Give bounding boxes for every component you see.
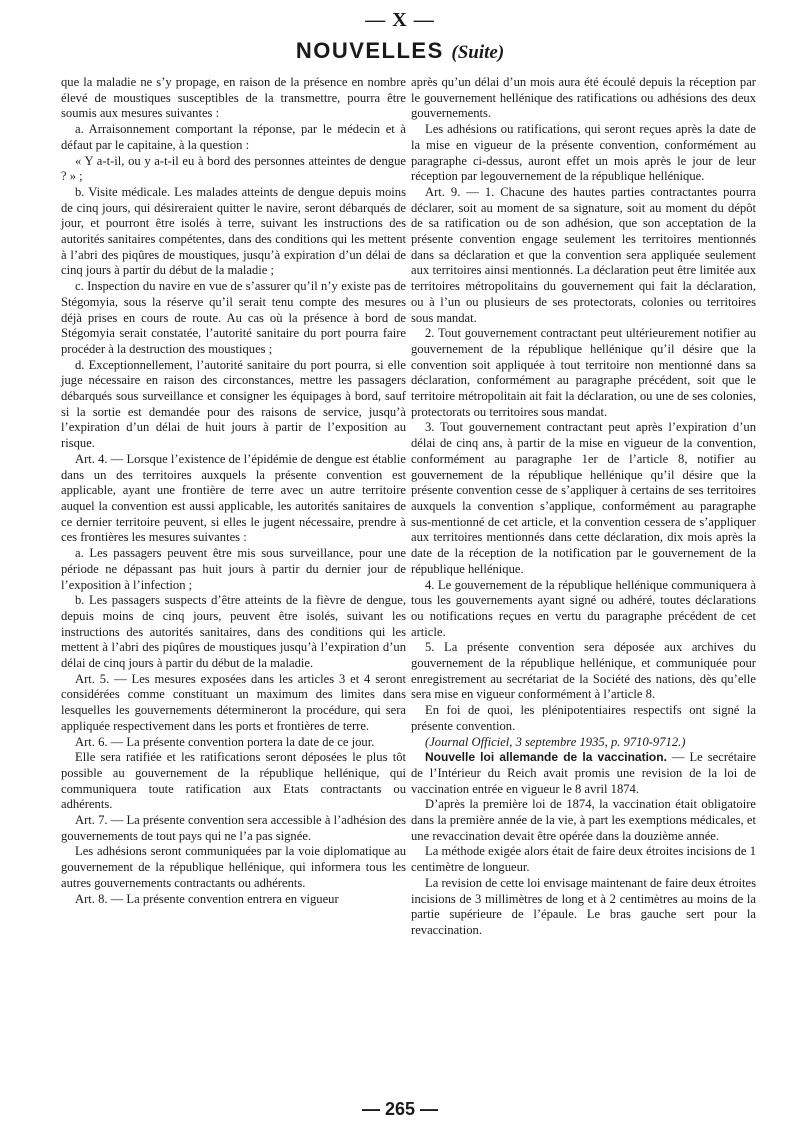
paragraph: La revision de cette loi envisage maintenant de faire deux étroites incisions de 3 millimètres de long et à 2 centimètres au moins de la partie supérieure de l’épaule. Le bras gauche sert pour la revaccination. [411,875,756,937]
roman-page-marker: — X — [365,9,435,31]
paragraph: Les adhésions ou ratifications, qui seront reçues après la date de la mise en vigueur de la présente convention, conformément au paragraphe ci-dessus, auront effet un mois après le jour de leur réception par legouvernement de la république hellénique. [411,122,756,184]
paragraph: a. Les passagers peuvent être mis sous surveillance, pour une période ne dépassant pas huit jours à partir du dernier jour de l’exposition à l’infection ; [61,546,406,592]
news-item [411,750,756,797]
news-heading: Nouvelle loi allemande de la vaccination. [425,750,667,765]
paragraph: Elle sera ratifiée et les ratifications seront déposées le plus tôt possible au gouvernement de la république hellénique, qui communiquera toute ratification aux Etats contractants ou adhérents. [61,750,406,812]
paragraph: a. Arraisonnement comportant la réponse, par le médecin et à défaut par le capitaine, à la question : [61,122,406,152]
section-subtitle: (Suite) [451,42,505,63]
paragraph: Les adhésions seront communiquées par la voie diplomatique au gouvernement de la république hellénique, qui informera tous les autres gouvernements contractants ou adhérents. [61,844,406,890]
paragraph: 4. Le gouvernement de la république hellénique communiquera à tous les gouvernements ayant signé ou adhéré, toutes déclarations ou notifications reçues en vertu du paragraphe précédent de cet article. [411,577,756,639]
paragraph: après qu’un délai d’un mois aura été écoulé depuis la réception par le gouvernement hellénique des ratifications ou adhésions des deux gouvernements. [411,75,756,121]
paragraph: 3. Tout gouvernement contractant peut après l’expiration d’un délai de cinq ans, à partir de la mise en vigueur de la convention, conformément au paragraphe 1er de l’article 8, notifier au gouvernement de la république hellénique qu’il désire que la présente convention cesse de s’appliquer à certains de ses territoires auxquels la convention s’applique, conformément au paragraphe sus-mentionné de cet article, et la convention cessera de s’appliquer aux territoires mentionnés dans cette déclaration, dix mois après la date de la réception de la notification par le gouvernement de la république hellénique. [411,420,756,576]
paragraph: 5. La présente convention sera déposée aux archives du gouvernement de la république hellénique, et communiquée pour enregistrement au secrétariat de la Société des nations, dès qu’elle sera mise en vigueur conformément à l’article 8. [411,640,756,702]
section-header [0,38,800,64]
paragraph: Art. 6. — La présente convention portera la date de ce jour. [75,734,375,749]
section-title: NOUVELLES [295,38,444,63]
page-number: — 265 — [361,1099,439,1119]
paragraph: Art. 8. — La présente convention entrera en vigueur [75,891,339,906]
news-body: — Le secrétaire de l’Intérieur du Reich avait promis une revision de la loi de vaccination entrée en vigueur le 8 avril 1874. [411,750,756,796]
paragraph: « Y a-t-il, ou y a-t-il eu à bord des personnes atteintes de dengue ? » ; [61,153,406,184]
paragraph: c. Inspection du navire en vue de s’assurer qu’il n’y existe pas de Stégomyia, sous la réserve qu’il serait tenu compte des mesures déjà prises en cours de route. Au cas où la présence à bord de Stégomyia serait constatée, l’autorité sanitaire du port pourra faire procéder à la destruction des moustiques ; [61,279,406,356]
paragraph: que la maladie ne s’y propage, en raison de la présence en nombre élevé de moustiques susceptibles de la transmettre, pourra être soumis aux mesures suivantes : [61,75,406,121]
right-column [411,75,756,939]
citation: (Journal Officiel, 3 septembre 1935, p. 9710-9712.) [425,734,686,749]
paragraph: Art. 7. — La présente convention sera accessible à l’adhésion des gouvernements de tout pays qui ne l’a pas signée. [61,813,406,843]
paragraph: En foi de quoi, les plénipotentiaires respectifs ont signé la présente convention. [411,703,756,733]
paragraph: D’après la première loi de 1874, la vaccination était obligatoire dans la première année de la vie, à part les exemptions médicales, et une revaccination devait être opérée dans la douzième année. [411,797,756,843]
paragraph: La méthode exigée alors était de faire deux étroites incisions de 1 centimètre de longueur. [411,844,756,875]
left-column [61,75,406,907]
paragraph: Art. 9. — 1. Chacune des hautes parties contractantes pourra déclarer, soit au moment de sa signature, soit au moment du dépôt de sa ratification ou de son adhésion, que son acceptation de la présente convention engage seulement les territoires mentionnés dans sa déclaration et que la convention sera appliquée seulement aux territoires ainsi mentionnés. La déclaration peut être limitée aux territoires métropolitains du gouvernement qui fait la déclaration, ou à l’un ou plusieurs de ses protectorats, colonies ou territoires sous mandat. [411,184,756,325]
paragraph: 2. Tout gouvernement contractant peut ultérieurement notifier au gouvernement de la république hellénique qu’il désire que la convention soit appliquée à tout territoire non mentionné dans sa déclaration, conformément au paragraphe précédent, soit que le territoire métropolitain ait fait la déclaration, ou une de ses colonies, protectorats ou territoires sous mandat. [411,326,756,419]
paragraph: b. Visite médicale. Les malades atteints de dengue depuis moins de cinq jours, qui désireraient quitter le navire, seront débarqués de jour, et pourront être isolés à terre, suivant les instructions des autorités sanitaires compétentes, dans des conditions qui les mettent à l’abri des piqûres de moustiques, jusqu’à expiration d’un délai de cinq jours à partir du début de la maladie ; [61,184,406,278]
paragraph: d. Exceptionnellement, l’autorité sanitaire du port pourra, si elle juge nécessaire en raison des circonstances, mettre les passagers débarqués sous surveillance et consigner les équipages à bord, sauf si la sortie est demandée pour des raisons de service, jusqu’à l’expiration d’un délai de huit jours à partir de l’exposition au risque. [61,357,406,451]
paragraph: Art. 4. — Lorsque l’existence de l’épidémie de dengue est établie dans un des territoires auxquels la présente convention est applicable, ayant une frontière de terre avec un autre territoire auquel la convention est aussi applicable, les autorités sanitaires de ce dernier territoire peuvent, si elles le jugent nécessaire, prendre à ces frontières les mesures suivantes : [61,451,406,545]
paragraph: b. Les passagers suspects d’être atteints de la fièvre de dengue, depuis moins de cinq jours, peuvent être isolés, suivant les instructions des autorités sanitaires, dans des conditions qui les mettent à l’abri des piqûres de moustiques jusqu’à l’expiration d’un délai de cinq jours à partir du début de la maladie. [61,593,406,671]
paragraph: Art. 5. — Les mesures exposées dans les articles 3 et 4 seront considérées comme constituant un maximum des limites dans lesquelles les gouvernements détermineront la procédure, qui sera appliquée respectivement dans les ports et frontières de terre. [61,671,406,733]
